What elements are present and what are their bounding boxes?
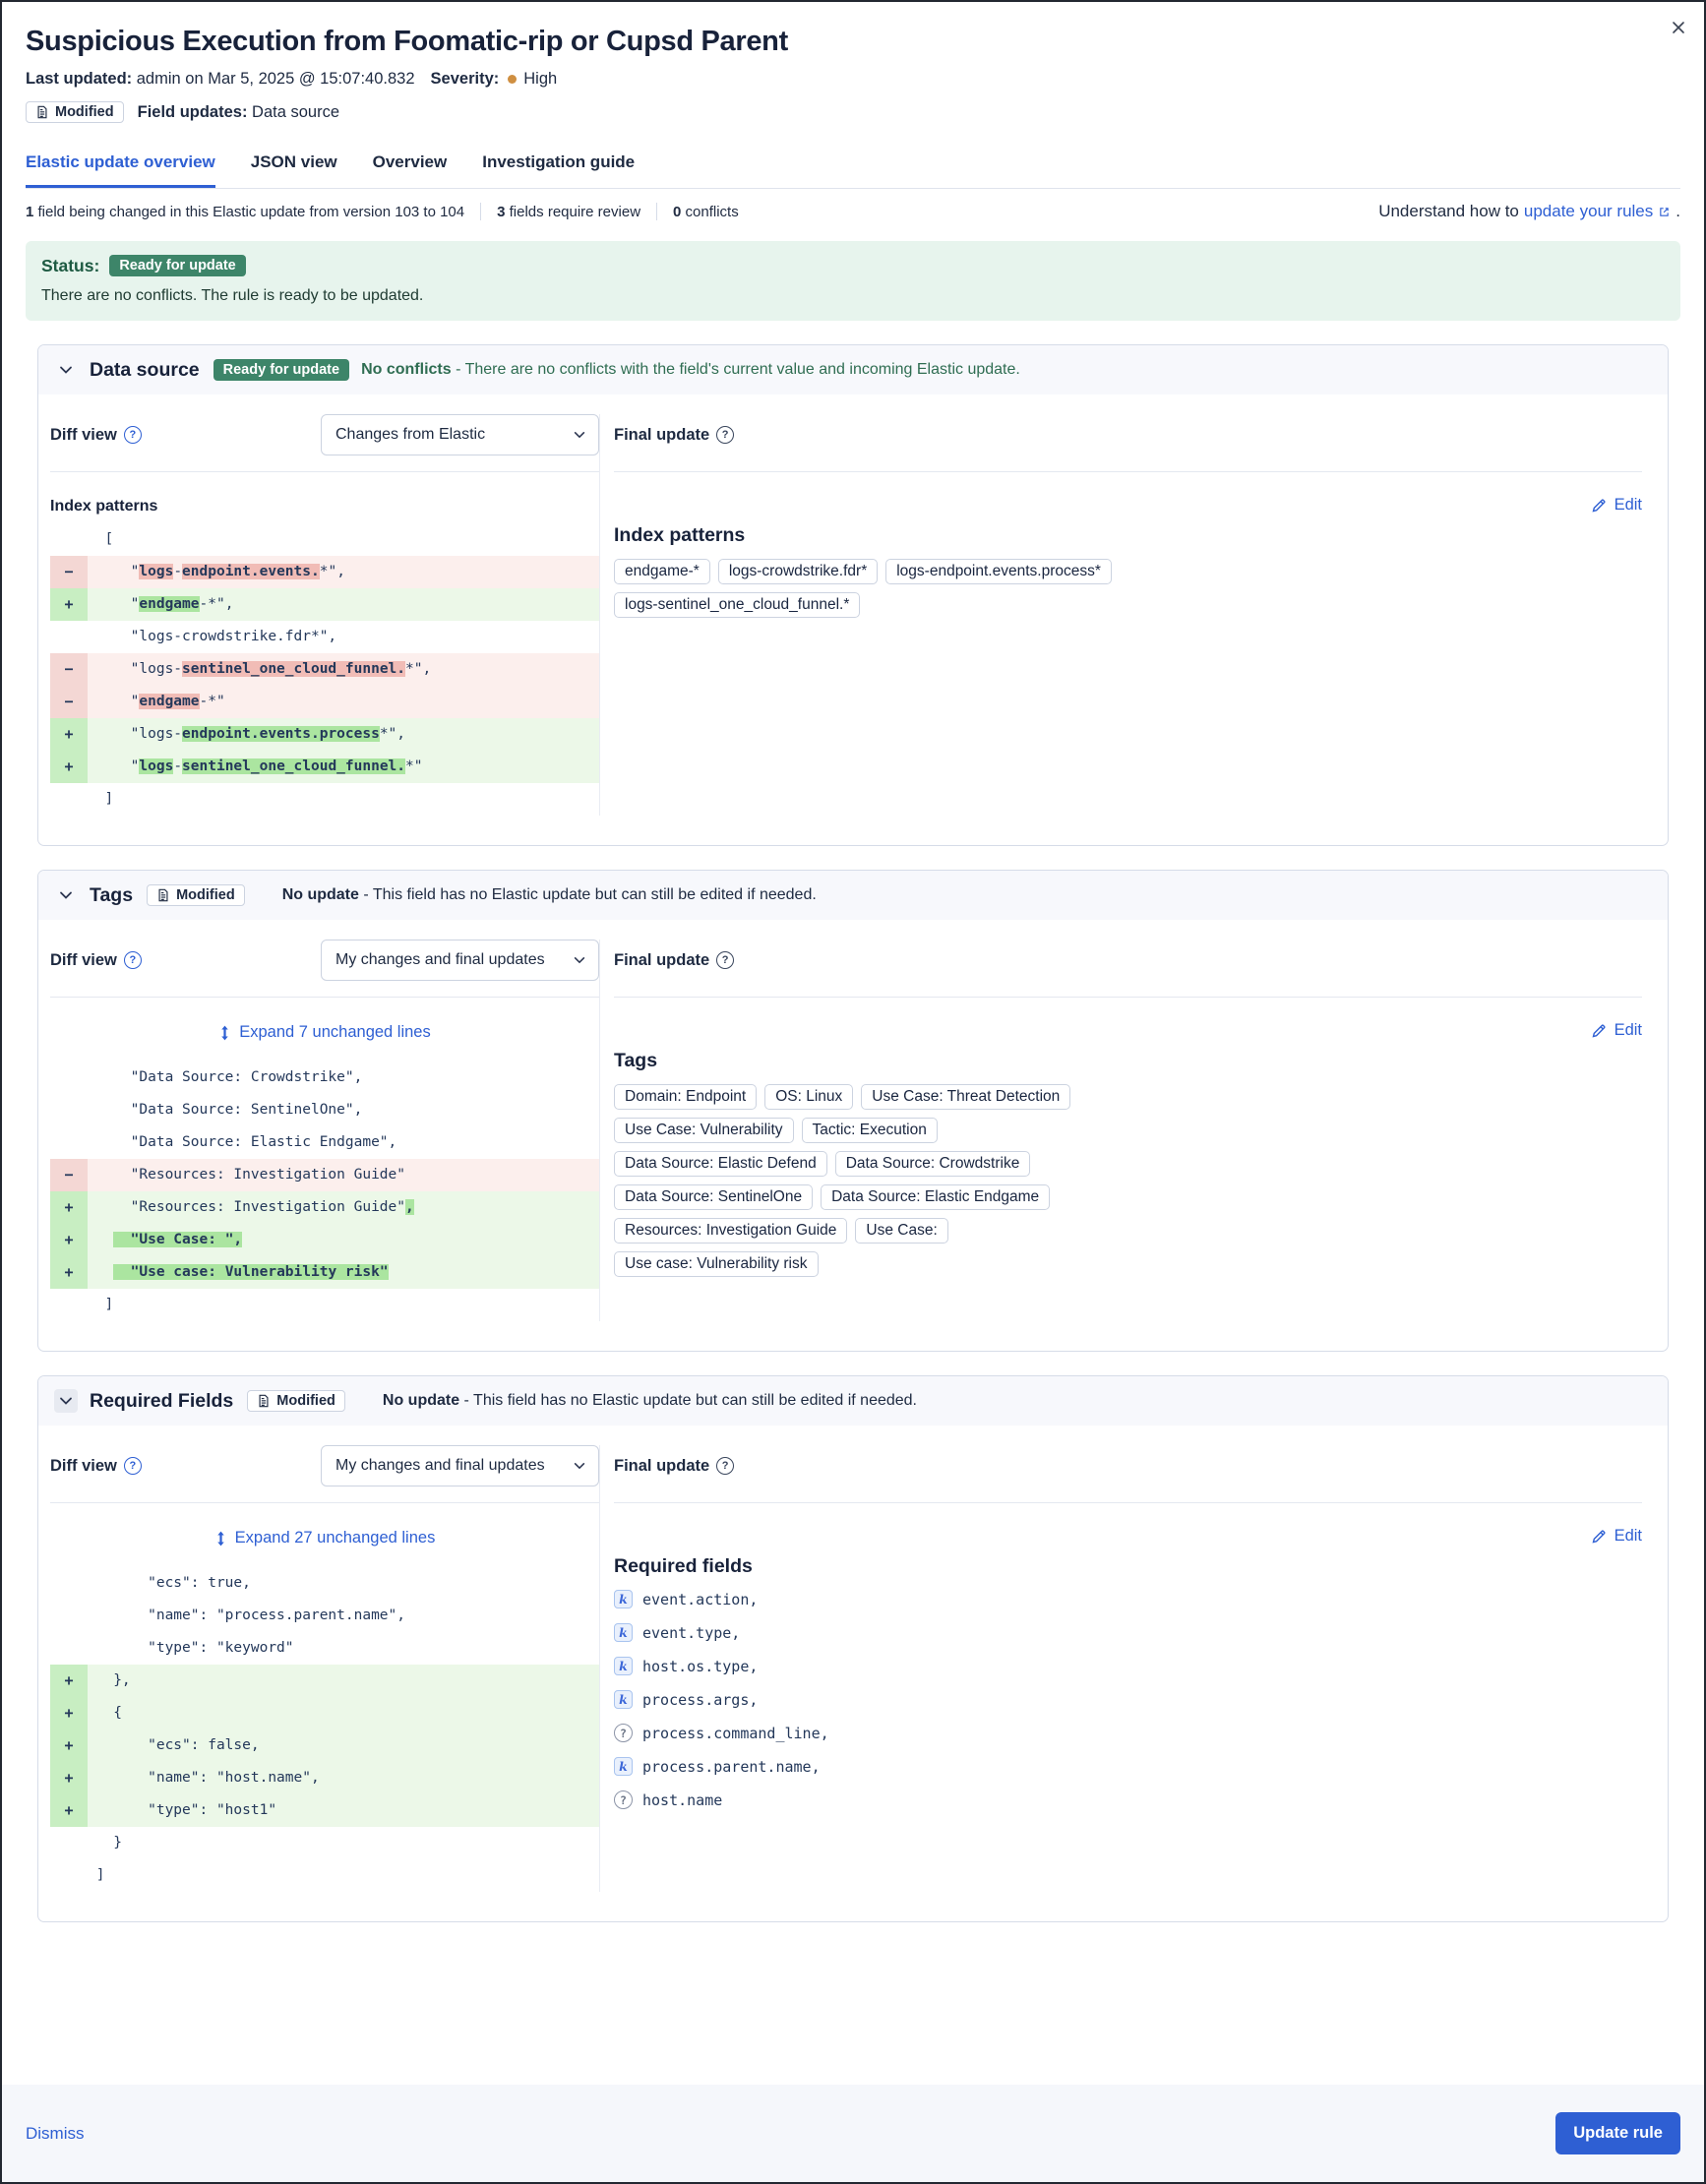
page-title: Suspicious Execution from Foomatic-rip or Cupsd Parent	[26, 26, 788, 57]
diff-gutter	[50, 1600, 88, 1632]
diff-line: + "endgame-*",	[50, 588, 599, 621]
index-patterns-diff-heading: Index patterns	[50, 498, 158, 515]
diff-line: + "logs-sentinel_one_cloud_funnel.*"	[50, 751, 599, 783]
diff-line: − "logs-endpoint.events.*",	[50, 556, 599, 588]
diff-line: + "ecs": false,	[50, 1729, 599, 1762]
rule-badges	[26, 101, 1680, 123]
divider	[480, 203, 481, 220]
required-fields-diff	[50, 1567, 599, 1892]
final-update-label: Final update ?	[614, 426, 734, 445]
diff-gutter	[50, 1062, 88, 1094]
final-index-patterns-heading: Index patterns	[614, 524, 746, 546]
diff-gutter: +	[50, 718, 88, 751]
required-field-item: ? host.name	[614, 1790, 1642, 1809]
section-data-source	[37, 344, 1669, 846]
diff-view-select[interactable]: Changes from Elastic	[321, 414, 599, 455]
tab-overview[interactable]: Overview	[372, 152, 448, 171]
tags-diff	[50, 1062, 599, 1321]
status-label: Status:	[41, 255, 100, 275]
required-field-item: k host.os.type,	[614, 1657, 1642, 1675]
flyout-footer	[2, 2085, 1704, 2182]
severity-dot	[508, 75, 517, 84]
update-info-bar	[26, 189, 1680, 233]
diff-gutter	[50, 1859, 88, 1892]
dismiss-button[interactable]: Dismiss	[26, 2123, 85, 2143]
value-badge: Domain: Endpoint	[614, 1084, 757, 1110]
edit-button[interactable]: Edit	[1591, 496, 1642, 515]
conflicts-count: 0 conflicts	[673, 203, 739, 220]
value-badge: Data Source: SentinelOne	[614, 1184, 813, 1210]
required-field-item: k event.type,	[614, 1623, 1642, 1642]
modified-badge: Modified	[26, 101, 124, 123]
diff-gutter: +	[50, 1794, 88, 1827]
chevron-down-icon	[573, 953, 586, 967]
pencil-icon	[1591, 1023, 1607, 1039]
diff-line: ]	[50, 1859, 599, 1892]
value-badge: OS: Linux	[764, 1084, 853, 1110]
diff-gutter	[50, 1289, 88, 1321]
section-title: Data source	[90, 358, 200, 381]
diff-view-label: Diff view ?	[50, 951, 142, 970]
modified-badge: Modified	[147, 884, 245, 906]
help-icon[interactable]: ?	[716, 1457, 734, 1475]
divider	[614, 1502, 1642, 1503]
value-badge: Use Case: Vulnerability	[614, 1118, 794, 1143]
tab-investigation-guide[interactable]: Investigation guide	[482, 152, 636, 171]
diff-gutter: +	[50, 1697, 88, 1729]
last-updated-value: admin on Mar 5, 2025 @ 15:07:40.832	[132, 70, 415, 88]
help-icon[interactable]: ?	[716, 951, 734, 969]
document-edit-icon	[156, 888, 170, 902]
keyword-type-icon: k	[614, 1657, 633, 1675]
diff-gutter: −	[50, 686, 88, 718]
data-source-diff	[50, 523, 599, 816]
tag-badges	[614, 1084, 1145, 1277]
help-icon[interactable]: ?	[716, 426, 734, 444]
divider	[614, 997, 1642, 998]
tab-elastic-update-overview[interactable]: Elastic update overview	[26, 141, 215, 188]
diff-gutter: +	[50, 1224, 88, 1256]
diff-line: "logs-crowdstrike.fdr*",	[50, 621, 599, 653]
document-edit-icon	[257, 1394, 271, 1408]
document-edit-icon	[35, 105, 49, 119]
external-link-icon	[1658, 206, 1671, 218]
chevron-down-icon	[573, 428, 586, 442]
diff-line: "Data Source: SentinelOne",	[50, 1094, 599, 1126]
unknown-type-icon: ?	[614, 1790, 633, 1809]
required-field-item: k event.action,	[614, 1590, 1642, 1608]
section-required-fields	[37, 1375, 1669, 1922]
value-badge: logs-endpoint.events.process*	[885, 559, 1112, 584]
diff-line: + "name": "host.name",	[50, 1762, 599, 1794]
status-badge: Ready for update	[109, 255, 245, 276]
required-fields-accordion-header[interactable]	[38, 1376, 1668, 1426]
final-update-label: Final update ?	[614, 951, 734, 970]
section-status-text: No update - This field has no Elastic update but can still be edited if needed.	[281, 886, 817, 903]
diff-view-label: Diff view ?	[50, 426, 142, 445]
final-tags-heading: Tags	[614, 1050, 658, 1071]
help-icon[interactable]: ?	[124, 951, 142, 969]
diff-line: ]	[50, 1289, 599, 1321]
diff-line: "Data Source: Elastic Endgame",	[50, 1126, 599, 1159]
diff-gutter: +	[50, 1729, 88, 1762]
divider	[614, 471, 1642, 472]
modified-badge: Modified	[247, 1390, 345, 1412]
final-update-label: Final update ?	[614, 1457, 734, 1476]
expand-lines-icon	[218, 1025, 231, 1041]
field-updates-value: Data source	[247, 102, 339, 121]
diff-line: "name": "process.parent.name",	[50, 1600, 599, 1632]
status-message: There are no conflicts. The rule is ready to be updated.	[41, 287, 424, 304]
diff-line: + },	[50, 1665, 599, 1697]
diff-view-label: Diff view ?	[50, 1457, 142, 1476]
value-badge: Use Case: Threat Detection	[861, 1084, 1070, 1110]
divider	[50, 1502, 599, 1503]
required-fields-list	[614, 1590, 1642, 1809]
section-status-text: No conflicts - There are no conflicts with the field's current value and incoming Elastic update.	[361, 361, 1020, 378]
fields-require-review-count: 3 fields require review	[497, 203, 641, 220]
value-badge: Tactic: Execution	[802, 1118, 938, 1143]
diff-line: ]	[50, 783, 599, 816]
diff-line: + {	[50, 1697, 599, 1729]
value-badge: Data Source: Crowdstrike	[835, 1151, 1031, 1177]
diff-line: + "type": "host1"	[50, 1794, 599, 1827]
diff-gutter	[50, 1567, 88, 1600]
tab-bar	[26, 141, 1680, 189]
value-badge: logs-crowdstrike.fdr*	[718, 559, 878, 584]
diff-line: + "logs-endpoint.events.process*",	[50, 718, 599, 751]
diff-gutter: −	[50, 653, 88, 686]
chevron-down-icon	[54, 1389, 78, 1413]
diff-line: }	[50, 1827, 599, 1859]
diff-gutter	[50, 1126, 88, 1159]
diff-gutter: +	[50, 1256, 88, 1289]
severity-value: High	[523, 70, 558, 88]
diff-gutter	[50, 1827, 88, 1859]
required-field-item: k process.parent.name,	[614, 1757, 1642, 1776]
edit-button[interactable]: Edit	[1591, 1021, 1642, 1040]
keyword-type-icon: k	[614, 1757, 633, 1776]
fields-changed-count: 1 field being changed in this Elastic update from version 103 to 104	[26, 203, 465, 220]
severity-label: Severity:	[430, 70, 500, 88]
update-rules-help: Understand how to update your rules .	[1378, 202, 1680, 220]
section-title: Required Fields	[90, 1389, 234, 1412]
pencil-icon	[1591, 498, 1607, 514]
data-source-accordion-header[interactable]	[38, 345, 1668, 394]
diff-line: − "endgame-*"	[50, 686, 599, 718]
diff-line: "type": "keyword"	[50, 1632, 599, 1665]
edit-button[interactable]: Edit	[1591, 1527, 1642, 1546]
help-icon[interactable]: ?	[124, 1457, 142, 1475]
field-updates-label: Field updates:	[137, 102, 248, 121]
value-badge: Use Case:	[855, 1218, 947, 1244]
tags-accordion-header[interactable]	[38, 871, 1668, 920]
value-badge: endgame-*	[614, 559, 710, 584]
last-updated-label: Last updated:	[26, 70, 133, 88]
diff-view-select[interactable]: My changes and final updates	[321, 940, 599, 981]
keyword-type-icon: k	[614, 1590, 633, 1608]
diff-line: "ecs": true,	[50, 1567, 599, 1600]
index-pattern-badges	[614, 559, 1145, 618]
divider	[50, 471, 599, 472]
divider	[656, 203, 657, 220]
expand-lines-icon	[214, 1531, 227, 1547]
diff-gutter	[50, 621, 88, 653]
diff-line: + "Use case: Vulnerability risk"	[50, 1256, 599, 1289]
pencil-icon	[1591, 1529, 1607, 1545]
value-badge: logs-sentinel_one_cloud_funnel.*	[614, 592, 860, 618]
rule-meta	[26, 70, 1680, 89]
chevron-down-icon	[573, 1459, 586, 1473]
section-status-text: No update - This field has no Elastic update but can still be edited if needed.	[382, 1392, 917, 1409]
required-field-item: k process.args,	[614, 1690, 1642, 1709]
required-field-item: ? process.command_line,	[614, 1724, 1642, 1742]
diff-gutter	[50, 1094, 88, 1126]
update-your-rules-link[interactable]: update your rules	[1523, 202, 1654, 220]
divider	[50, 997, 599, 998]
chevron-down-icon	[54, 883, 78, 907]
unknown-type-icon: ?	[614, 1724, 633, 1742]
diff-line: − "Resources: Investigation Guide"	[50, 1159, 599, 1191]
expand-unchanged-lines-link[interactable]: Expand 27 unchanged lines	[234, 1529, 436, 1547]
value-badge: Resources: Investigation Guide	[614, 1218, 847, 1244]
close-icon[interactable]	[1665, 14, 1692, 41]
diff-line: − "logs-sentinel_one_cloud_funnel.*",	[50, 653, 599, 686]
diff-line: "Data Source: Crowdstrike",	[50, 1062, 599, 1094]
diff-gutter: +	[50, 588, 88, 621]
value-badge: Data Source: Elastic Endgame	[821, 1184, 1050, 1210]
final-required-fields-heading: Required fields	[614, 1555, 753, 1577]
tab-json-view[interactable]: JSON view	[250, 152, 337, 171]
keyword-type-icon: k	[614, 1690, 633, 1709]
help-icon[interactable]: ?	[124, 426, 142, 444]
chevron-down-icon	[54, 358, 78, 382]
diff-gutter: +	[50, 1762, 88, 1794]
diff-gutter	[50, 1632, 88, 1665]
ready-for-update-badge: Ready for update	[213, 359, 349, 381]
section-tags	[37, 870, 1669, 1352]
diff-gutter	[50, 523, 88, 556]
diff-gutter	[50, 783, 88, 816]
keyword-type-icon: k	[614, 1623, 633, 1642]
section-title: Tags	[90, 883, 134, 906]
diff-gutter: −	[50, 556, 88, 588]
diff-gutter: +	[50, 1191, 88, 1224]
value-badge: Use case: Vulnerability risk	[614, 1251, 819, 1277]
diff-line: + "Use Case: ",	[50, 1224, 599, 1256]
diff-line: + "Resources: Investigation Guide",	[50, 1191, 599, 1224]
diff-view-select[interactable]: My changes and final updates	[321, 1445, 599, 1486]
expand-unchanged-lines-link[interactable]: Expand 7 unchanged lines	[239, 1023, 431, 1041]
diff-gutter: +	[50, 1665, 88, 1697]
diff-line: [	[50, 523, 599, 556]
diff-gutter: +	[50, 751, 88, 783]
update-rule-button[interactable]: Update rule	[1555, 2112, 1680, 2154]
diff-gutter: −	[50, 1159, 88, 1191]
value-badge: Data Source: Elastic Defend	[614, 1151, 827, 1177]
status-callout	[26, 241, 1680, 321]
